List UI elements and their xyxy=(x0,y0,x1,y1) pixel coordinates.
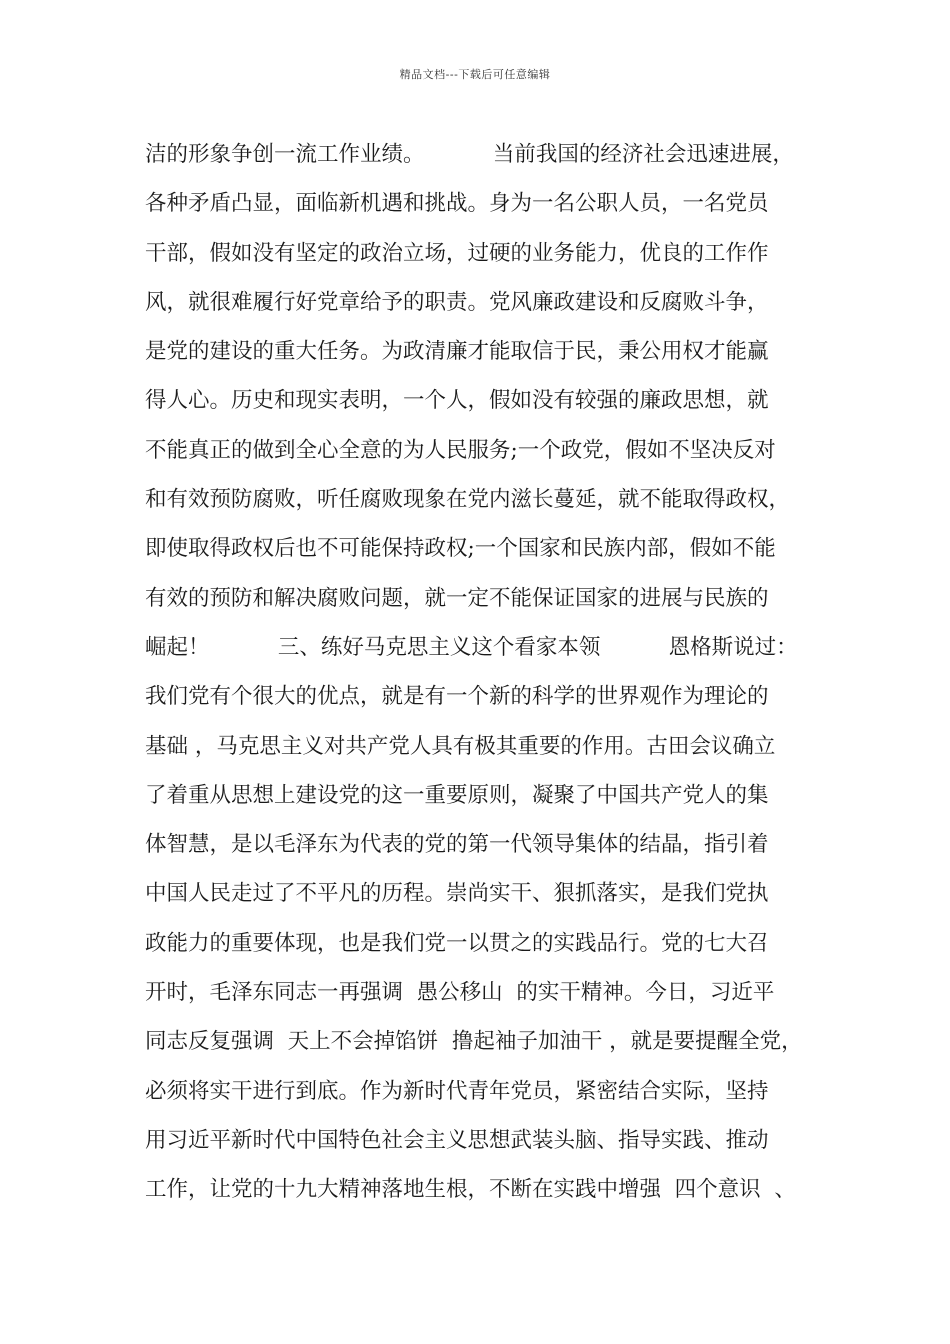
text-line: 同志反复强调 天上不会掉馅饼 撸起袖子加油干 ，就是要提醒全党， xyxy=(145,1029,803,1055)
text-line: 工作，让党的十九大精神落地生根，不断在实践中增强 四个意识 、 xyxy=(145,1177,796,1203)
body-text xyxy=(145,130,825,1215)
text-line: 我们党有个很大的优点，就是有一个新的科学的世界观作为理论的 xyxy=(145,684,769,710)
text-line: 必须将实干进行到底。作为新时代青年党员，紧密结合实际，坚持 xyxy=(145,1078,769,1104)
text-line: 是党的建设的重大任务。为政清廉才能取信于民，秉公用权才能赢 xyxy=(145,339,769,365)
text-line: 干部，假如没有坚定的政治立场，过硬的业务能力，优良的工作作 xyxy=(145,240,769,266)
text-line: 不能真正的做到全心全意的为人民服务;一个政党，假如不坚决反对 xyxy=(145,437,776,463)
text-line: 开时，毛泽东同志一再强调 愚公移山 的实干精神。今日，习近平 xyxy=(145,980,775,1006)
text-line: 用习近平新时代中国特色社会主义思想武装头脑、指导实践、推动 xyxy=(145,1127,769,1153)
text-line: 基础 ，马克思主义对共产党人具有极其重要的作用。古田会议确立 xyxy=(145,733,776,759)
text-line: 和有效预防腐败，听任腐败现象在党内滋长蔓延，就不能取得政权， xyxy=(145,487,791,513)
text-line: 体智慧，是以毛泽东为代表的党的第一代领导集体的结晶，指引着 xyxy=(145,832,769,858)
text-line: 中国人民走过了不平凡的历程。崇尚实干、狠抓落实，是我们党执 xyxy=(145,881,769,907)
text-line: 有效的预防和解决腐败问题，就一定不能保证国家的进展与民族的 xyxy=(145,585,769,611)
text-line: 各种矛盾凸显，面临新机遇和挑战。身为一名公职人员，一名党员 xyxy=(145,191,769,217)
text-line: 即使取得政权后也不可能保持政权;一个国家和民族内部，假如不能 xyxy=(145,536,776,562)
text-line: 崛起！ 三、练好马克思主义这个看家本领 恩格斯说过： xyxy=(145,634,798,660)
text-line: 洁的形象争创一流工作业绩。 当前我国的经济社会迅速进展， xyxy=(145,142,794,167)
text-line: 政能力的重要体现，也是我们党一以贯之的实践品行。党的七大召 xyxy=(145,930,769,956)
page-header: 精品文档---下载后可任意编辑 xyxy=(399,68,551,81)
text-line: 了着重从思想上建设党的这一重要原则，凝聚了中国共产党人的集 xyxy=(145,782,769,808)
text-line: 得人心。历史和现实表明，一个人，假如没有较强的廉政思想，就 xyxy=(145,388,769,414)
text-line: 风，就很难履行好党章给予的职责。党风廉政建设和反腐败斗争， xyxy=(145,289,769,315)
